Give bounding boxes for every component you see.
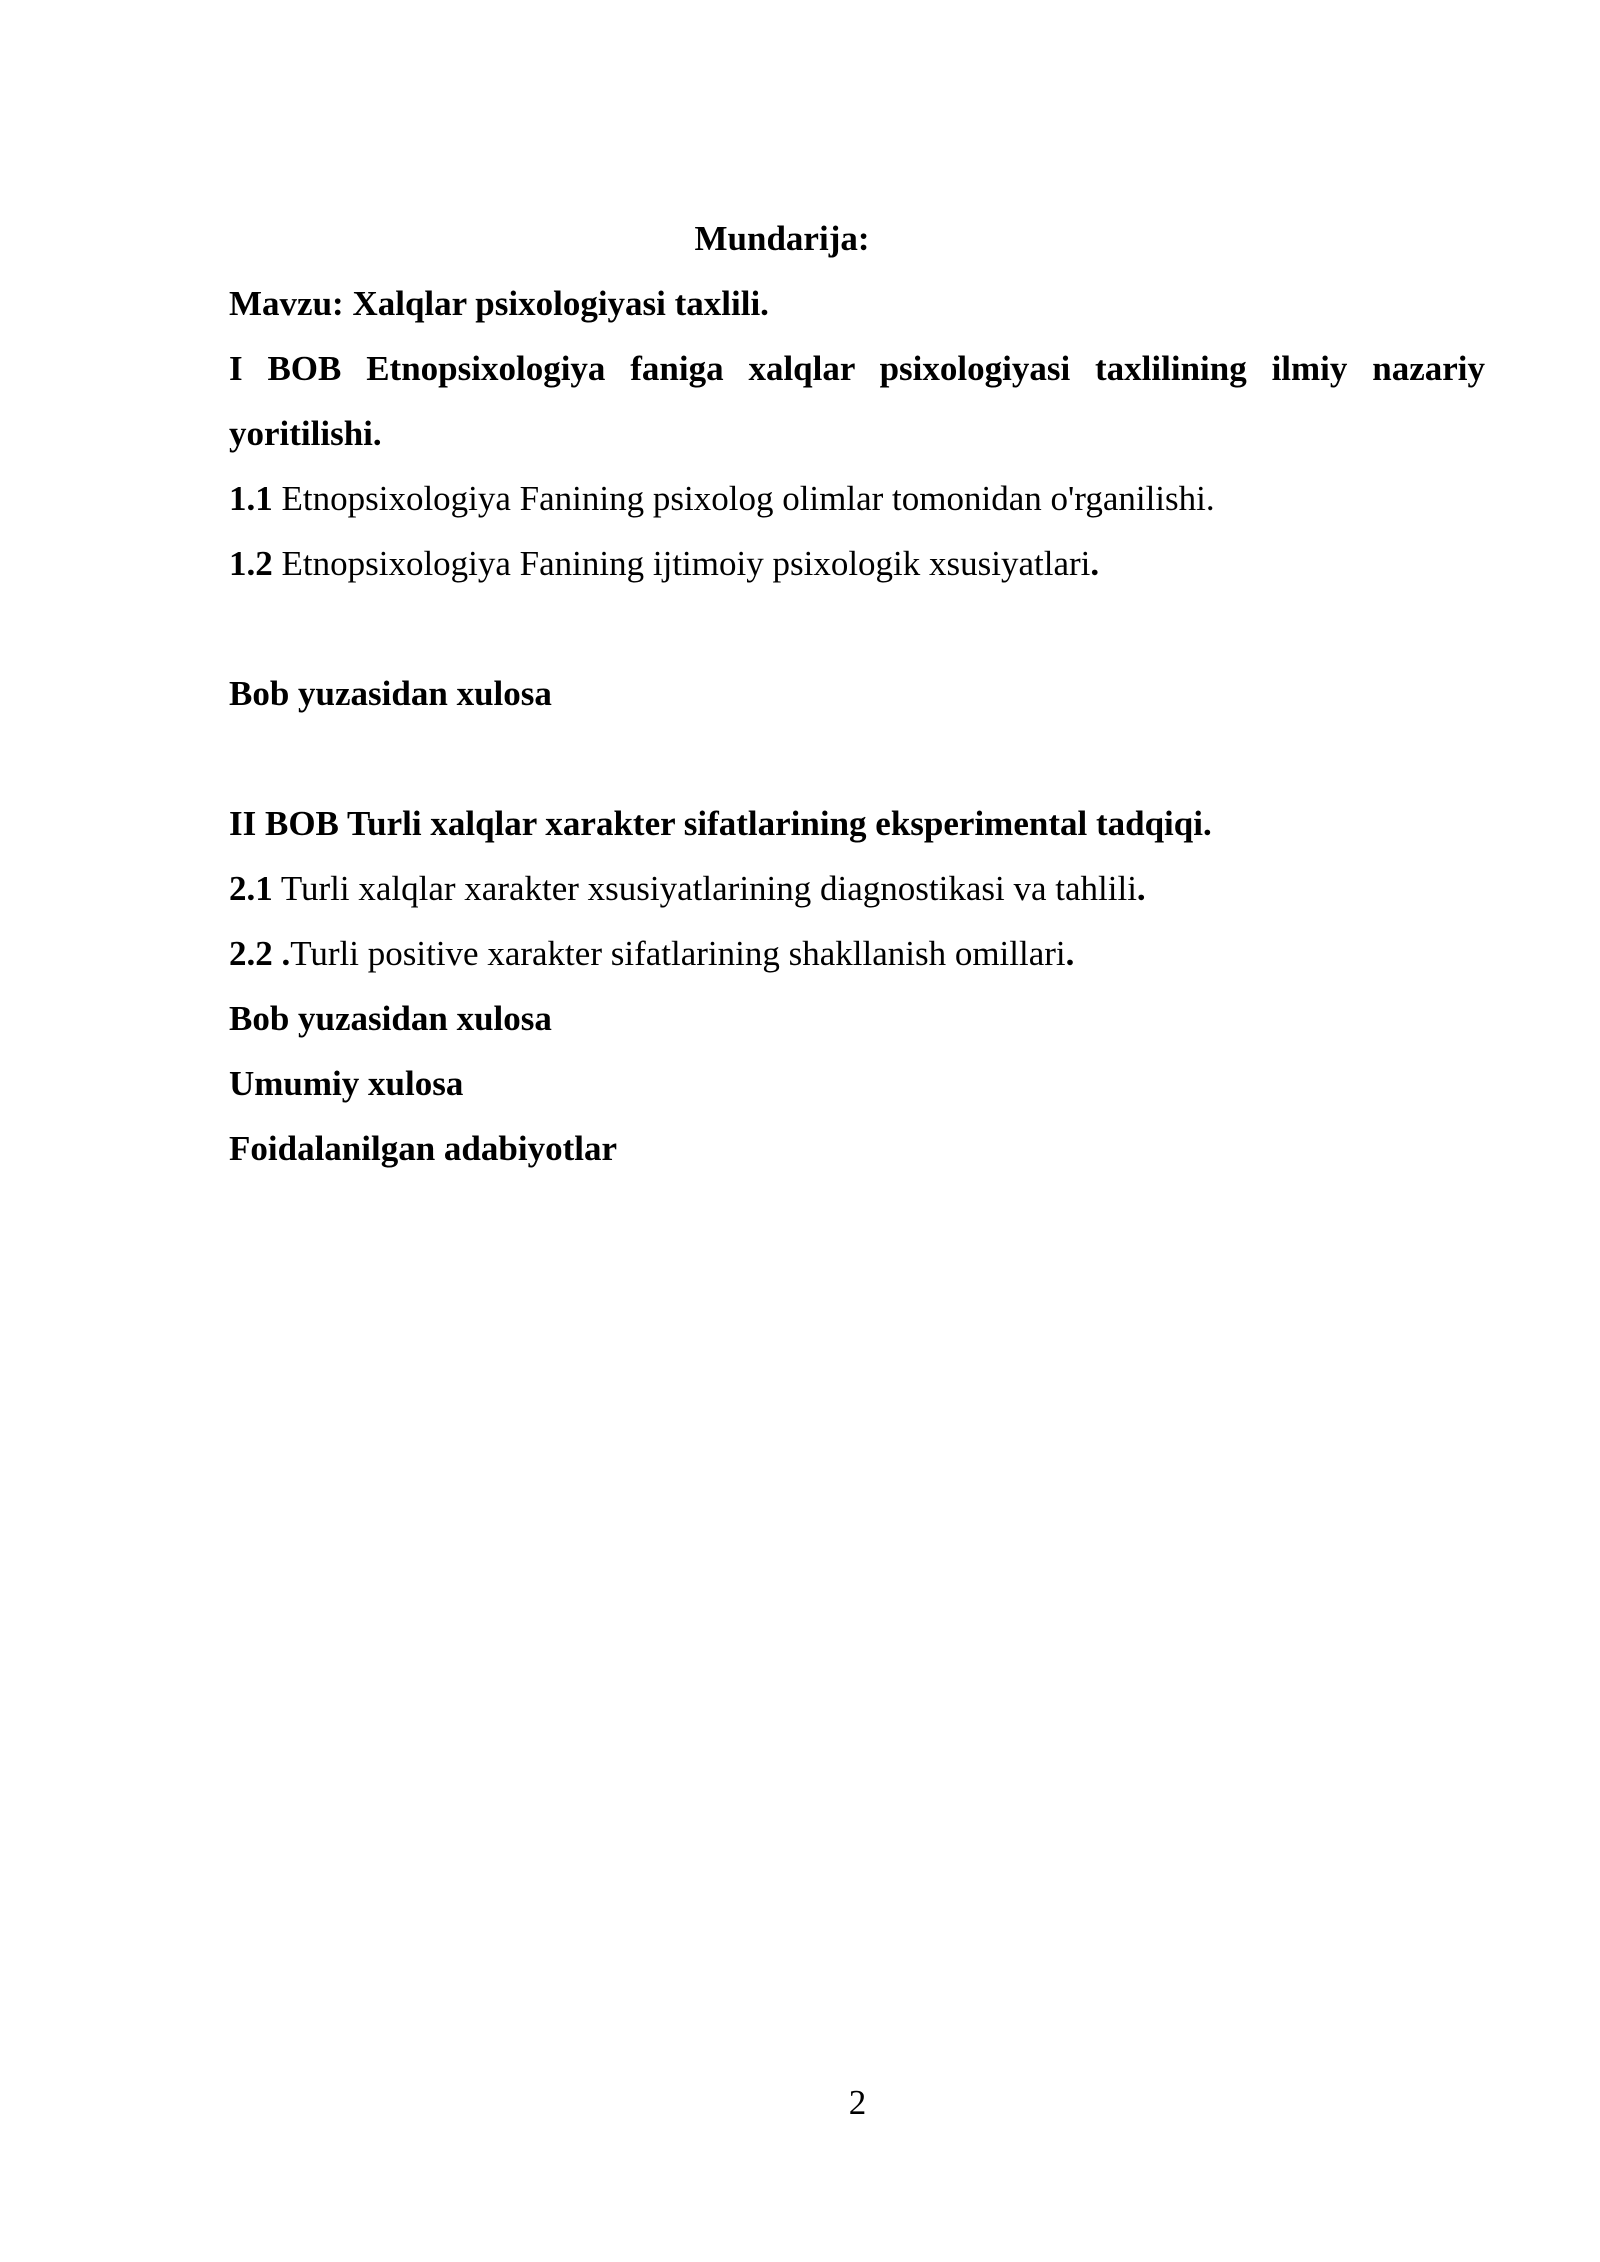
page-number: 2 <box>848 2083 867 2122</box>
toc-entry-2-2 <box>229 921 1485 986</box>
section-end: . <box>1090 544 1100 583</box>
topic-line: Mavzu: Xalqlar psixologiyasi taxlili. <box>229 284 769 323</box>
chapter-1-title-line2: yoritilishi. <box>229 414 382 453</box>
section-number: 2.2 . <box>229 934 291 973</box>
section-end: . <box>1065 934 1075 973</box>
chapter-2-conclusion: Bob yuzasidan xulosa <box>229 999 552 1038</box>
section-number: 1.1 <box>229 479 273 518</box>
spacer <box>229 726 1485 791</box>
section-number: 2.1 <box>229 869 273 908</box>
toc-entry-1-2 <box>229 531 1485 596</box>
general-conclusion: Umumiy xulosa <box>229 1064 464 1103</box>
table-of-contents <box>229 206 1485 1181</box>
chapter-1-title <box>229 336 1485 401</box>
chapter-1-conclusion: Bob yuzasidan xulosa <box>229 674 552 713</box>
toc-entry-1-1 <box>229 466 1485 531</box>
toc-title: Mundarija: <box>694 219 870 258</box>
section-text: Turli positive xarakter sifatlarining shakllanish omillari <box>290 934 1066 973</box>
section-number: 1.2 <box>229 544 273 583</box>
spacer <box>229 596 1485 661</box>
chapter-1-title-line1: I BOB Etnopsixologiya faniga xalqlar psixologiyasi taxlilining ilmiy nazariy <box>229 349 1485 388</box>
chapter-2-title: II BOB Turli xalqlar xarakter sifatlarining eksperimental tadqiqi. <box>229 804 1212 843</box>
toc-entry-2-1 <box>229 856 1485 921</box>
section-text: Etnopsixologiya Fanining psixolog olimlar tomonidan o'rganilishi. <box>272 479 1215 518</box>
section-text: Etnopsixologiya Fanining ijtimoiy psixologik xsusiyatlari <box>272 544 1091 583</box>
references: Foidalanilgan adabiyotlar <box>229 1129 617 1168</box>
section-text: Turli xalqlar xarakter xsusiyatlarining diagnostikasi va tahlili <box>272 869 1137 908</box>
section-end: . <box>1136 869 1146 908</box>
